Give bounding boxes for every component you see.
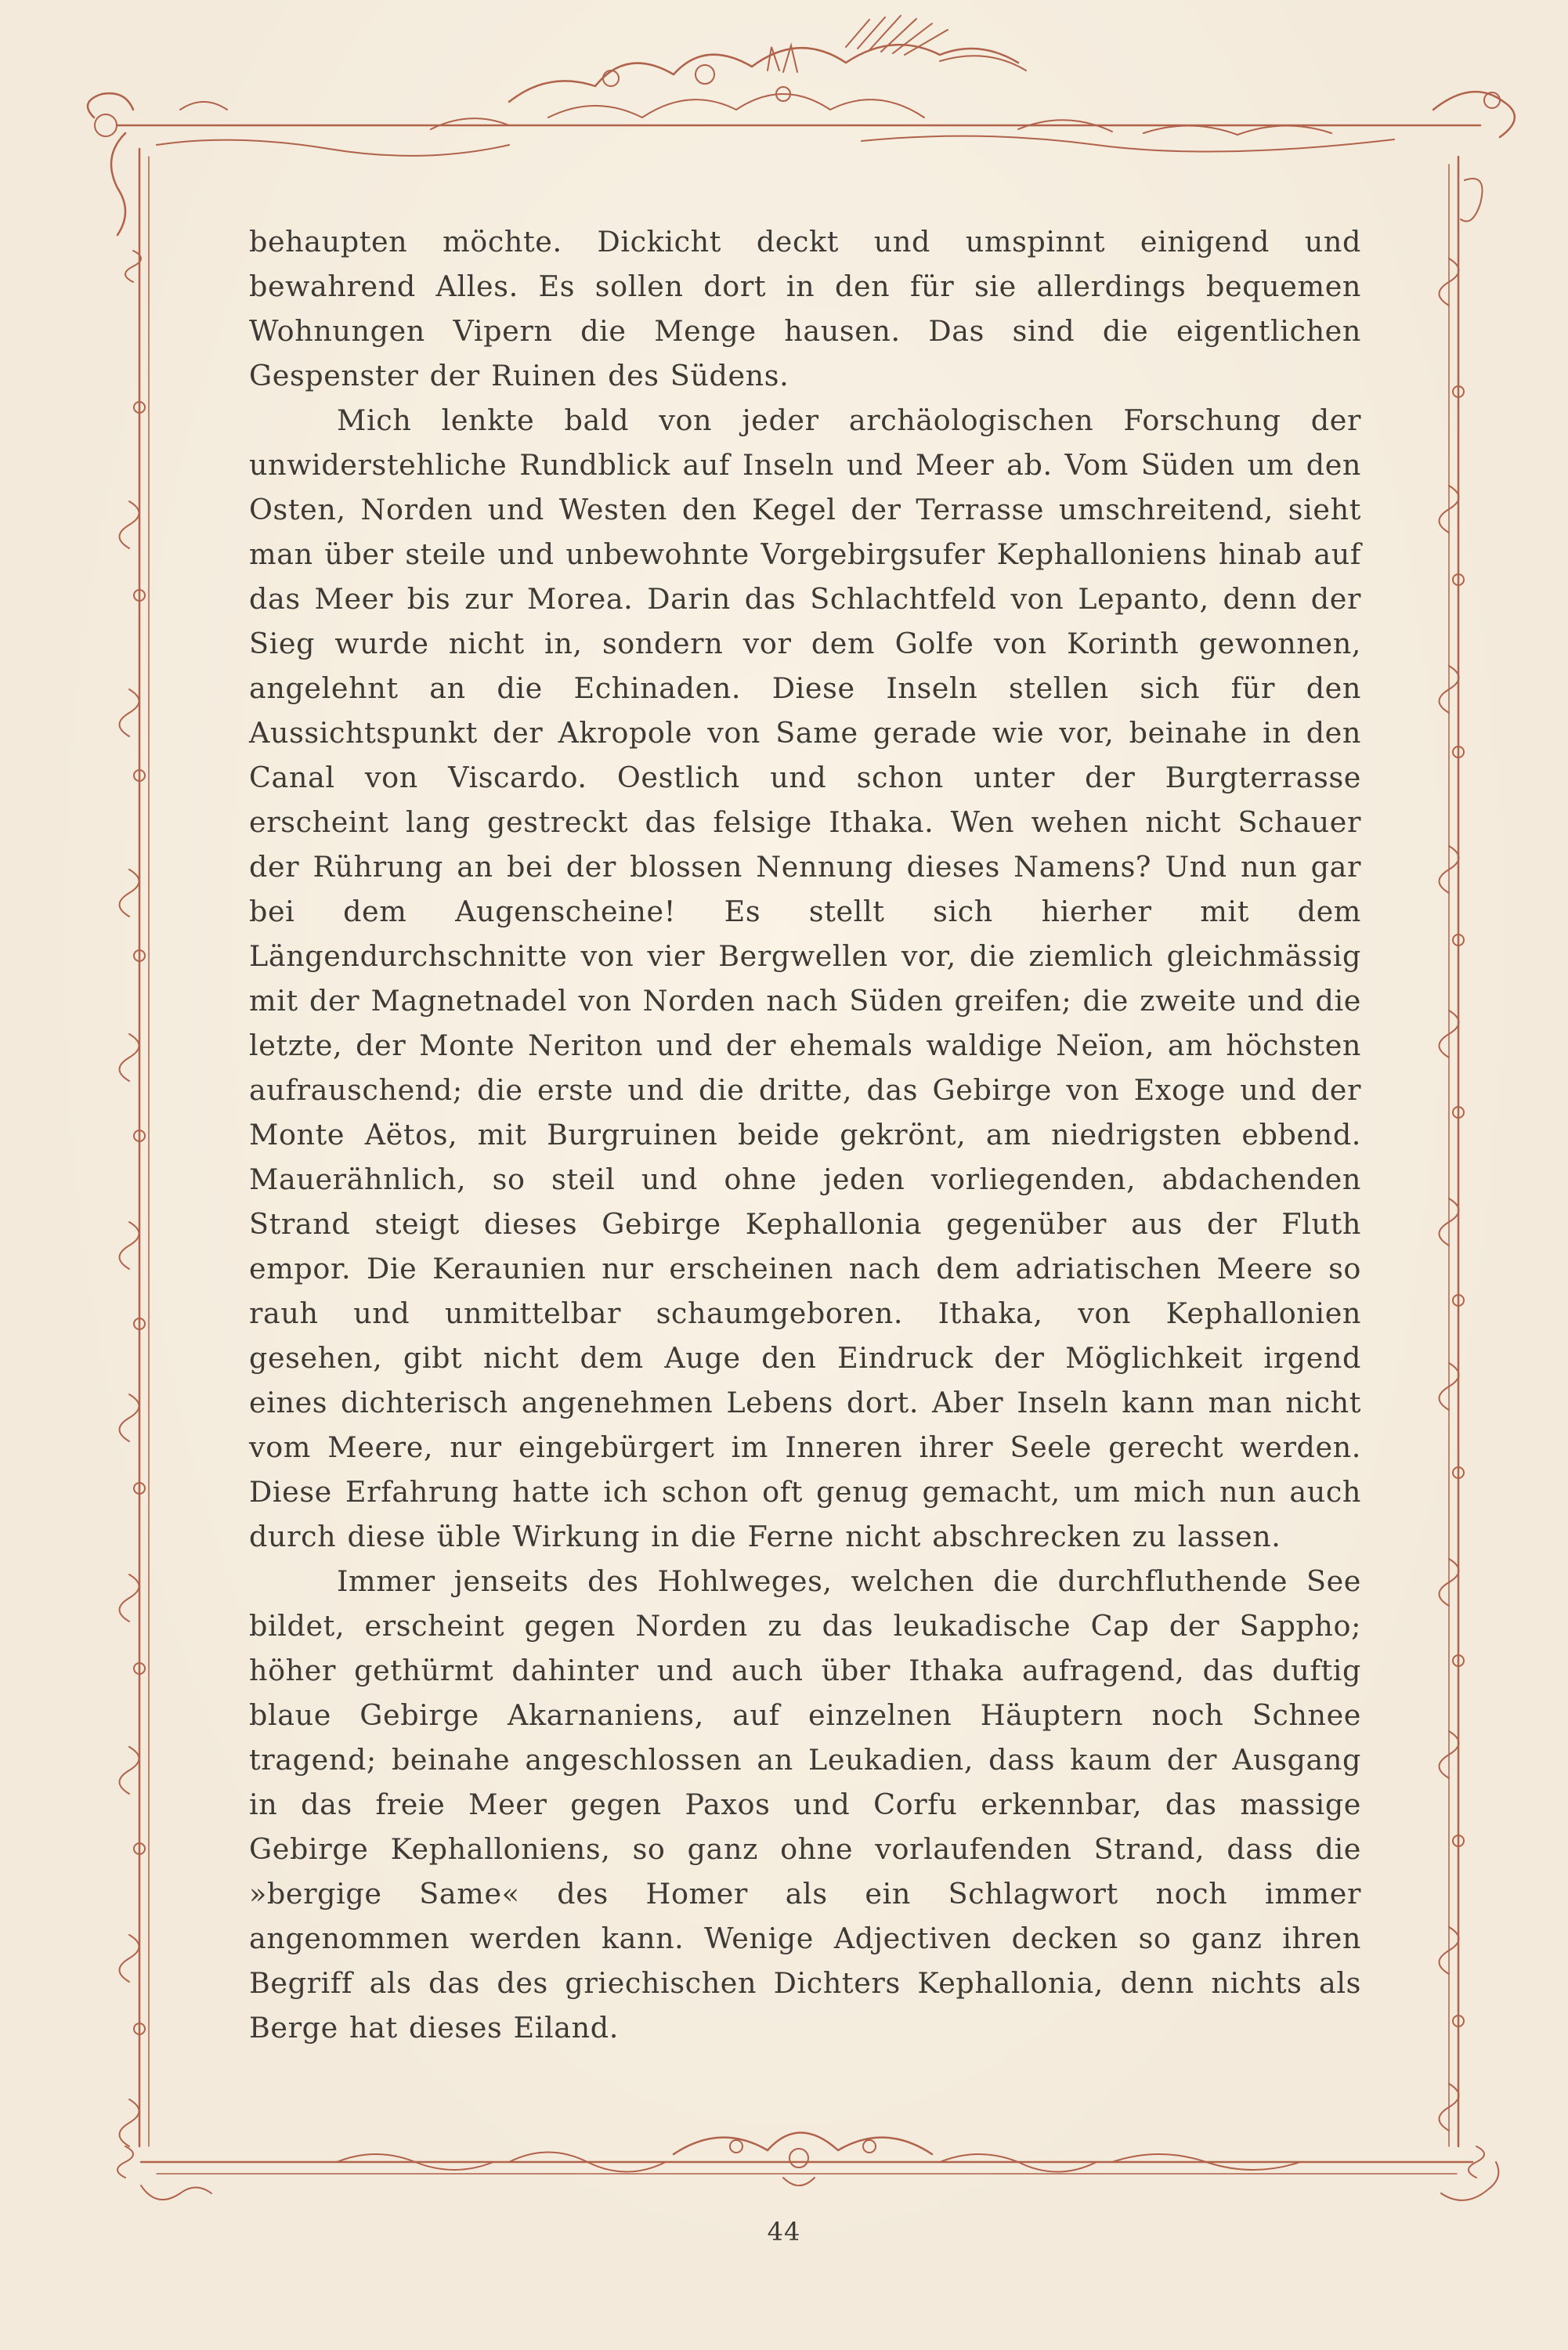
bottom-floral-ornament [117, 2133, 1498, 2200]
top-left-corner-ornament [88, 93, 227, 235]
right-border-vine [1440, 157, 1483, 2146]
paragraph-2: Mich lenkte bald von jeder archäologischen Forschung der unwiderstehliche Rundblick auf Inseln und Meer ab. Vom Süden um den Osten, Norden und Westen den Kegel der Terrasse umschreitend, sieht man über steile und unbewohnte Vorgebirgsufer Kephalloniens hinab auf das Meer bis zur Morea. Darin das Schlachtfeld von Lepanto, denn der Sieg wurde nicht in, sondern vor dem Golfe von Korinth gewonnen, angelehnt an die Echinaden. Diese Inseln stellen sich für den Aussichtspunkt der Akropole von Same gerade wie vor, beinahe in den Canal von Viscardo. Oestlich und schon unter der Burgterrasse erscheint lang gestreckt das felsige Ithaka. Wen wehen nicht Schauer der Rührung an bei der blossen Nennung dieses Namens? Und nun gar bei dem Augenscheine! Es stellt sich hierher mit dem Längendurchschnitte von vier Bergwellen vor, die ziemlich gleichmässig mit der Magnetnadel von Norden nach Süden greifen; die zweite und die letzte, der Monte Neriton und der ehemals waldige Neïon, am höchsten aufrauschend; die erste und die dritte, das Gebirge von Exoge und der Monte Aëtos, mit Burgruinen beide gekrönt, am niedrigsten ebbend. Mauerähnlich, so steil und ohne jeden vorliegenden, abdachenden Strand steigt dieses Gebirge Kephallonia gegenüber aus der Fluth empor. Die Keraunien nur erscheinen nach dem adriatischen Meere so rauh und unmittelbar schaumgeboren. Ithaka, von Kephallonien gesehen, gibt nicht dem Auge den Eindruck der Möglichkeit irgend eines dichterisch angenehmen Lebens dort. Aber Inseln kann man nicht vom Meere, nur eingebürgert im Inneren ihrer Seele gerecht werden. Diese Erfahrung hatte ich schon oft genug gemacht, um mich nun auch durch diese üble Wirkung in die Ferne nicht abschrecken zu lassen. [249, 403, 1361, 1553]
top-floral-ornament [431, 16, 1515, 137]
left-border-vine [120, 149, 150, 2146]
paragraph-3: Immer jenseits des Hohlweges, welchen die durchfluthende See bildet, erscheint gegen Norden zu das leukadische Cap der Sappho; höher gethürmt dahinter und auch über Ithaka aufragend, das duftig blaue Gebirge Akarnaniens, auf einzelnen Häuptern noch Schnee tragend; beinahe angeschlossen an Leukadien, dass kaum der Ausgang in das freie Meer gegen Paxos und Corfu erkennbar, das massige Gebirge Kephalloniens, so ganz ohne vorlaufenden Strand, dass die »bergige Same« des Homer als ein Schlagwort noch immer angenommen werden kann. Wenige Adjectiven decken so ganz ihren Begriff als das des griechischen Dichters Kephallonia, denn nichts als Berge hat dieses Eiland. [249, 1564, 1361, 2044]
paragraph-1: behaupten möchte. Dickicht deckt und umspinnt einigend und bewahrend Alles. Es sollen dort in den für sie allerdings bequemen Wohnungen Vipern die Menge hausen. Das sind die eigentlichen Gespenster der Ruinen des Südens. [249, 225, 1361, 392]
page-body-text [249, 219, 1361, 2050]
page-number: 44 [767, 2217, 801, 2247]
